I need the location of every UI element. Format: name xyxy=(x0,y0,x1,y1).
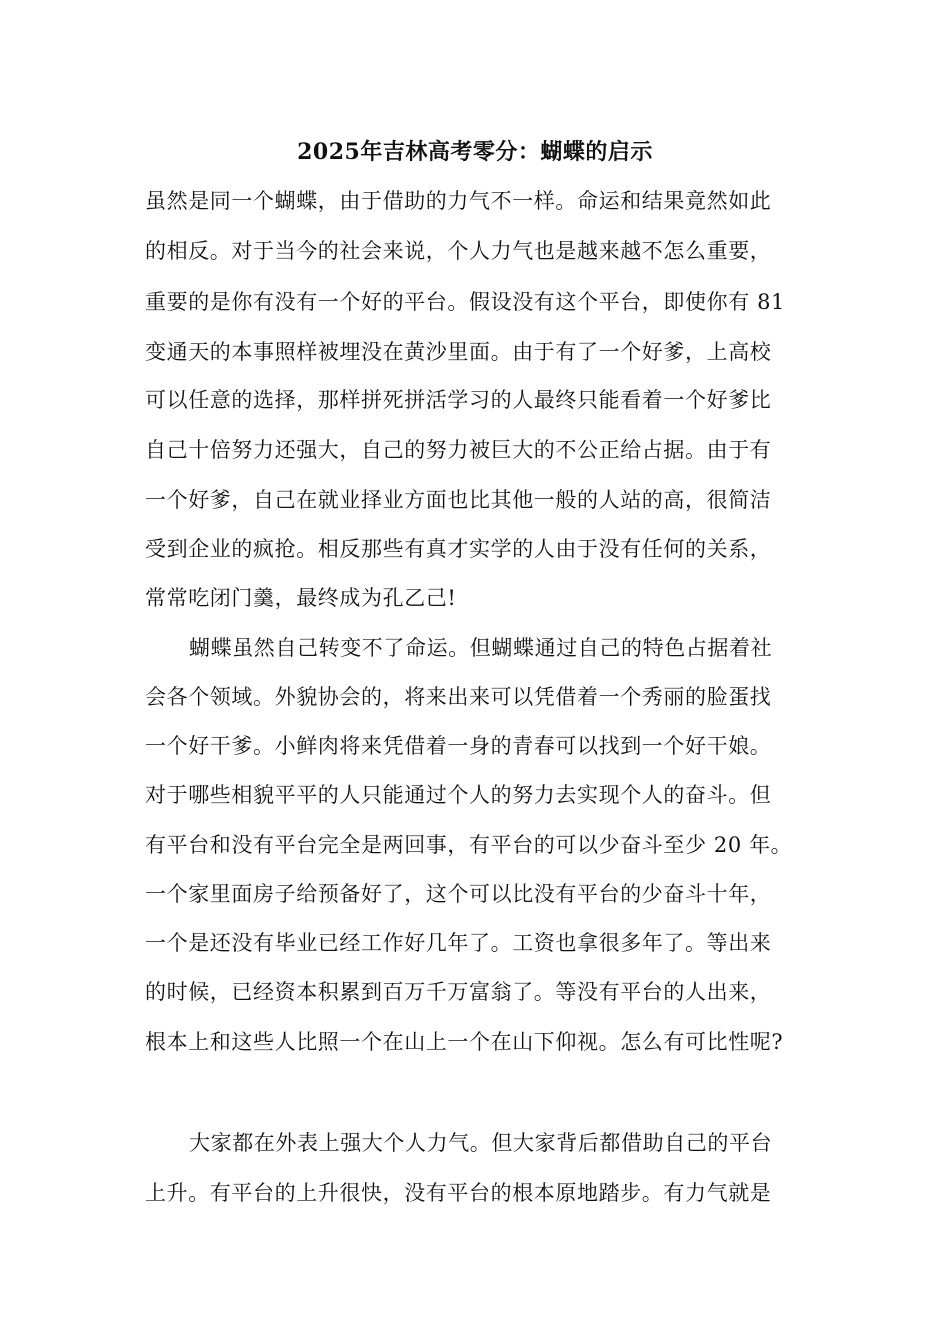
document-title: 2025年吉林高考零分：蝴蝶的启示 xyxy=(297,139,653,165)
text-line: 一个家里面房子给预备好了，这个可以比没有平台的少奋斗十年， xyxy=(145,882,772,906)
text-line: 对于哪些相貌平平的人只能通过个人的努力去实现个人的奋斗。但 xyxy=(145,783,772,807)
text-line: 的相反。对于当今的社会来说，个人力气也是越来越不怎么重要， xyxy=(145,239,772,263)
text-line: 可以任意的选择，那样拼死拼活学习的人最终只能看着一个好爹比 xyxy=(145,388,772,412)
text-line: 一个好爹，自己在就业择业方面也比其他一般的人站的高，很简洁 xyxy=(145,488,772,512)
text-line: 一个是还没有毕业已经工作好几年了。工资也拿很多年了。等出来 xyxy=(145,931,772,955)
text-line: 重要的是你有没有一个好的平台。假设没有这个平台，即使你有 81 xyxy=(145,290,785,314)
text-line: 根本上和这些人比照一个在山上一个在山下仰视。怎么有可比性呢? xyxy=(145,1030,784,1054)
text-line: 虽然是同一个蝴蝶，由于借助的力气不一样。命运和结果竟然如此 xyxy=(145,189,772,213)
text-line: 上升。有平台的上升很快，没有平台的根本原地踏步。有力气就是 xyxy=(145,1181,772,1205)
text-line: 变通天的本事照样被埋没在黄沙里面。由于有了一个好爹，上高校 xyxy=(145,340,772,364)
text-line: 有平台和没有平台完全是两回事，有平台的可以少奋斗至少 20 年。 xyxy=(145,833,793,857)
text-line: 的时候，已经资本积累到百万千万富翁了。等没有平台的人出来， xyxy=(145,980,772,1004)
text-line: 受到企业的疯抢。相反那些有真才实学的人由于没有任何的关系， xyxy=(145,537,772,561)
text-line: 一个好干爹。小鲜肉将来凭借着一身的青春可以找到一个好干娘。 xyxy=(145,734,772,758)
paragraph-first-line: 大家都在外表上强大个人力气。但大家背后都借助自己的平台 xyxy=(189,1131,773,1155)
text-line: 会各个领域。外貌协会的，将来出来可以凭借着一个秀丽的脸蛋找 xyxy=(145,685,772,709)
text-line: 常常吃闭门羹，最终成为孔乙己! xyxy=(145,586,457,610)
paragraph-first-line: 蝴蝶虽然自己转变不了命运。但蝴蝶通过自己的特色占据着社 xyxy=(189,636,773,660)
text-line: 自己十倍努力还强大，自己的努力被巨大的不公正给占据。由于有 xyxy=(145,438,772,462)
